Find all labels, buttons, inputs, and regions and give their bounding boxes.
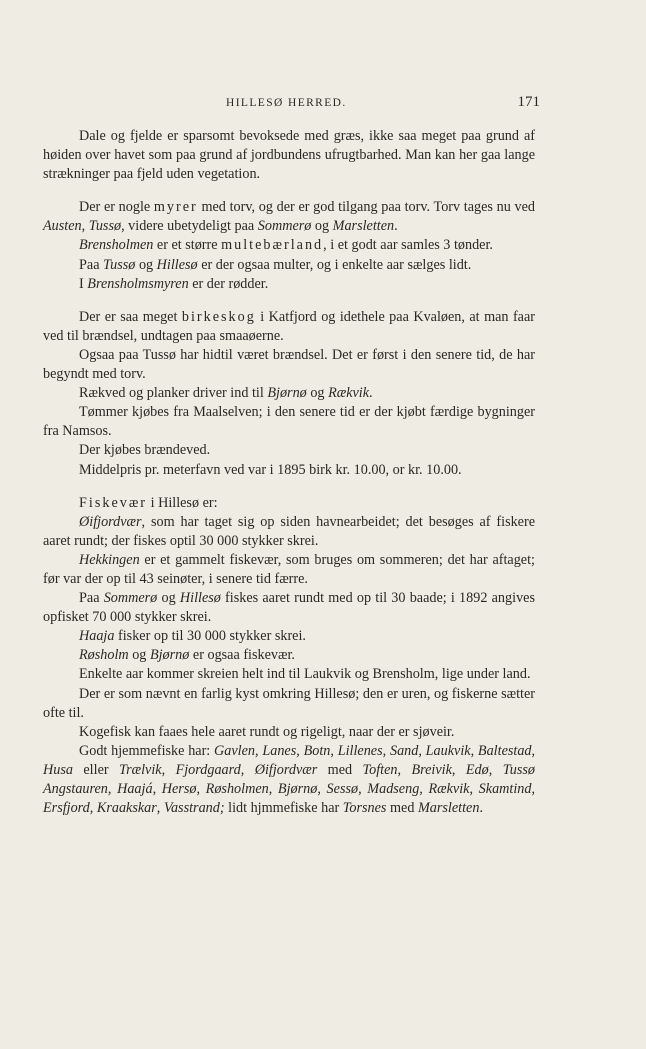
text-run: fisker op til 30 000 stykker skrei. xyxy=(114,628,306,645)
text-run: Tømmer kjøbes fra Maalselven; i den senere tid er der kjøbt færdige bygninger fra Namsos. xyxy=(43,404,535,440)
paragraph xyxy=(43,346,535,384)
paragraph xyxy=(43,308,535,346)
text-run: eller xyxy=(72,761,120,778)
text-run: Der er nogle xyxy=(79,199,154,216)
italic-text: Brensholmen xyxy=(79,237,154,254)
text-run: , xyxy=(330,742,338,759)
text-run: , xyxy=(152,781,162,797)
text-run: Paa xyxy=(79,256,104,273)
italic-text: Hekkingen xyxy=(79,551,140,568)
italic-text: Bjørnø xyxy=(149,647,190,664)
spaced-text: myrer xyxy=(153,199,198,216)
text-run: er ogsaa fiskevær. xyxy=(189,647,295,664)
italic-text: Bjørnø xyxy=(277,781,318,797)
italic-text: Øifjordvær xyxy=(79,513,142,530)
text-run: Enkelte aar kommer skreien helt ind til Laukvik og Brensholm, lige under land. xyxy=(79,666,531,683)
paragraph xyxy=(43,275,535,294)
italic-text: Hersø xyxy=(161,781,197,797)
page-number: 171 xyxy=(517,94,540,110)
text-run: , xyxy=(317,781,327,797)
paragraph xyxy=(43,256,535,275)
italic-text: Sommerø xyxy=(103,590,158,607)
italic-text: Sommerø xyxy=(257,218,312,235)
text-run: . xyxy=(479,800,483,817)
page-header xyxy=(226,94,540,114)
paragraph xyxy=(43,646,535,665)
text-run: med torv, og der er god tilgang paa torv. Torv tages nu ved xyxy=(197,199,536,216)
text-run: Middelpris pr. meterfavn ved var i 1895 birk kr. 10.00, or kr. 10.00. xyxy=(79,461,462,478)
text-run: I xyxy=(79,275,88,292)
italic-text: Madseng xyxy=(367,781,420,797)
paragraph xyxy=(43,384,535,403)
italic-text: Øifjordvær xyxy=(254,761,318,778)
text-run: Der er som nævnt en farlig kyst omkring Hillesø; den er uren, og fiskerne sætter ofte til. xyxy=(43,685,535,721)
italic-text: Kraakskar xyxy=(96,800,157,817)
italic-text: Edø xyxy=(465,761,489,778)
paragraph xyxy=(43,685,535,723)
text-run: Dale og fjelde er sparsomt bevoksede med græs, ikke saa meget paa grund af høiden over havet som paa grund af jordbundens ufrugtbarhed. Man kan her gaa lange strækninger paa fjeld uden vegetation. xyxy=(43,128,535,183)
text-run: , xyxy=(255,742,263,759)
italic-text: Sand xyxy=(389,742,419,759)
italic-text: Røsholmen xyxy=(205,781,269,797)
text-run: og xyxy=(128,647,150,664)
italic-text: Botn xyxy=(303,742,331,759)
italic-text: Lillenes xyxy=(337,742,383,759)
italic-text: Tussø xyxy=(103,256,136,273)
text-run: , xyxy=(451,761,466,778)
italic-text: Sessø xyxy=(326,781,359,797)
paragraph xyxy=(43,742,535,818)
italic-text: Fjordgaard xyxy=(175,761,241,778)
italic-text: Bjørnø xyxy=(267,385,307,402)
paragraph xyxy=(43,127,535,184)
text-run: , xyxy=(156,800,164,817)
italic-text: Skamtind xyxy=(478,781,532,797)
paragraph xyxy=(43,723,535,742)
italic-text: Torsnes xyxy=(342,800,387,817)
text-run: fiskes aaret rundt med op til 30 baade; i 1892 angives opfisket 70 000 stykker skrei. xyxy=(43,590,535,626)
italic-text: Toften xyxy=(362,761,398,778)
text-run: Kogefisk kan faaes hele aaret rundt og rigeligt, naar der er sjøveir. xyxy=(79,723,455,740)
text-run: , xyxy=(397,761,412,778)
text-run: er der ogsaa multer, og i enkelte aar sælges lidt. xyxy=(197,256,472,273)
paragraph xyxy=(43,665,535,684)
paragraph xyxy=(43,589,535,627)
italic-text: Ersfjord xyxy=(43,800,90,817)
italic-text: Hillesø xyxy=(156,256,198,273)
italic-text: Haajá xyxy=(117,781,153,797)
text-run: , xyxy=(419,781,429,797)
text-run: , videre ubetydeligt paa xyxy=(121,218,258,235)
text-run: er et større xyxy=(153,237,222,254)
italic-text: Gavlen xyxy=(214,742,256,759)
italic-text: Marsletten xyxy=(332,218,395,235)
text-run: , xyxy=(89,800,97,817)
text-run: Der er saa meget xyxy=(79,308,182,325)
spaced-text: multebærland xyxy=(221,237,324,254)
italic-text: Brensholmsmyren xyxy=(87,275,189,292)
text-run: er et gammelt fiskevær, som bruges om sommeren; det har aftaget; før var der op til 43 seinøter, i senere tid færre. xyxy=(43,551,535,587)
text-run: , xyxy=(161,761,176,778)
italic-text: Rækvik xyxy=(428,781,470,797)
text-run: og xyxy=(311,218,333,235)
text-run: i Hillesø er: xyxy=(147,494,218,511)
text-run: Der kjøbes brændeved. xyxy=(79,442,211,459)
text-run: , som har taget sig op siden havnearbeidet; det besøges af fiskere aaret rundt; der fiskes optil 30 000 stykker skrei. xyxy=(43,513,535,549)
text-run: . xyxy=(394,218,398,235)
text-run: , i et godt aar samles 3 tønder. xyxy=(323,237,493,254)
spaced-text: Fiskevær xyxy=(79,494,148,511)
text-run: , xyxy=(531,781,536,797)
text-run: i Katfjord og idethele paa Kvaløen, at man faar ved til brændsel, undtagen paa smaaøerne. xyxy=(43,308,535,344)
text-run: Rækved og planker driver ind til xyxy=(79,385,268,402)
text-run: . xyxy=(369,385,373,402)
italic-text: Vasstrand; xyxy=(163,800,225,817)
text-run: lidt hjmmefiske har xyxy=(224,800,343,817)
text-run: med xyxy=(317,761,363,778)
italic-text: Marsletten xyxy=(417,800,480,817)
text-run: , xyxy=(196,781,206,797)
text-run: , xyxy=(488,761,503,778)
text-run: Ogsaa paa Tussø har hidtil været brændsel. Det er først i den senere tid, de har begyndt med torv. xyxy=(43,346,535,383)
text-run: , xyxy=(268,781,278,797)
paragraph xyxy=(43,461,535,480)
text-run: , xyxy=(240,761,255,778)
italic-text: Trælvik xyxy=(119,761,162,778)
text-run: er der rødder. xyxy=(188,275,269,292)
italic-text: Hillesø xyxy=(179,590,221,607)
paragraph xyxy=(43,627,535,646)
paragraph xyxy=(43,513,535,551)
paragraph xyxy=(43,236,535,255)
text-run: , xyxy=(531,742,536,759)
text-run: og xyxy=(135,256,157,273)
italic-text: Tussø xyxy=(88,218,122,235)
text-run: og xyxy=(306,385,329,402)
text-run: Godt hjemmefiske har: xyxy=(79,742,215,759)
paragraph xyxy=(43,403,535,441)
text-run: , xyxy=(470,742,478,759)
text-run: og xyxy=(157,590,180,607)
paragraph xyxy=(43,494,535,513)
text-run: , xyxy=(81,218,89,235)
paragraph xyxy=(43,198,535,236)
text-run: , xyxy=(107,781,118,797)
italic-text: Laukvik xyxy=(425,742,471,759)
italic-text: Austen xyxy=(43,218,82,235)
text-run: , xyxy=(418,742,426,759)
italic-text: Lanes xyxy=(262,742,297,759)
text-run: , xyxy=(296,742,304,759)
running-title: HILLESØ HERRED. xyxy=(226,97,347,109)
italic-text: Husa xyxy=(43,761,73,778)
text-run: med xyxy=(386,800,418,817)
paragraph xyxy=(43,441,535,460)
text-run: , xyxy=(358,781,368,797)
italic-text: Breivik xyxy=(411,761,452,778)
text-run: Paa xyxy=(79,590,104,607)
italic-text: Rækvik xyxy=(328,385,370,402)
italic-text: Angstauren xyxy=(43,781,108,797)
italic-text: Baltestad xyxy=(477,742,532,759)
spaced-text: birkeskog xyxy=(181,308,256,325)
italic-text: Røsholm xyxy=(79,647,129,664)
italic-text: Tussø xyxy=(502,761,536,778)
paragraph xyxy=(43,551,535,589)
body-text xyxy=(43,127,535,818)
italic-text: Haaja xyxy=(79,628,115,645)
text-run: , xyxy=(469,781,479,797)
text-run: , xyxy=(382,742,390,759)
